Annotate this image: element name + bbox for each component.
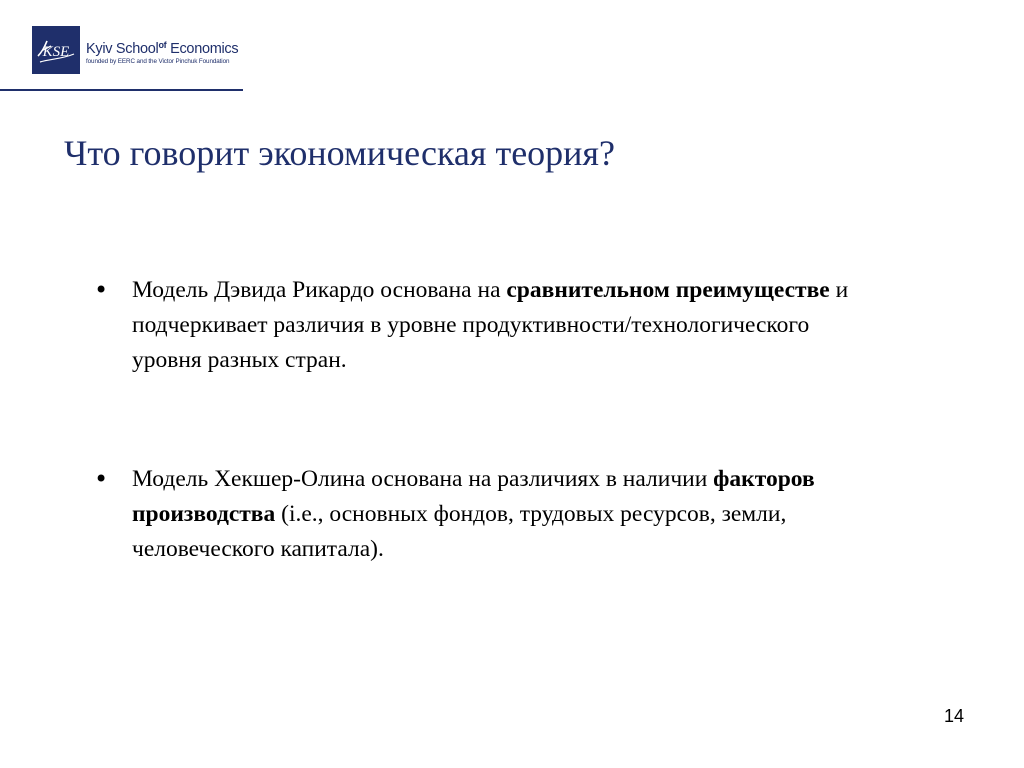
logo-subline: founded by EERC and the Victor Pinchuk Foundation <box>86 58 230 65</box>
bullet-text <box>132 273 852 378</box>
logo-name-part2: Economics <box>166 41 239 57</box>
slide-title: Что говорит экономическая теория? <box>64 133 615 173</box>
logo-wordmark <box>86 37 238 66</box>
page-number: 14 <box>943 706 964 726</box>
bullet-dot-icon: • <box>94 276 109 304</box>
logo-name <box>86 37 238 57</box>
header-divider <box>0 89 243 91</box>
bullet-text-start: Модель Хекшер-Олина основана на различиях в наличии <box>132 466 714 492</box>
bullet-text-emphasis: сравнительном преимуществе <box>506 277 830 303</box>
bullet-text-start: Модель Дэвида Рикардо основана на <box>132 277 507 303</box>
bullet-text-emphasis: факторов производства <box>132 466 815 527</box>
bullet-text-end: (i.e., основных фондов, трудовых ресурсов, земли, человеческого капитала). <box>132 501 787 562</box>
bullet-text-end: и подчеркивает различия в уровне продуктивности/технологического уровня разных стран. <box>132 277 849 373</box>
bullet-text <box>132 462 852 567</box>
logo-name-part1: Kyiv School <box>86 41 159 57</box>
bullet-dot-icon: • <box>94 465 109 493</box>
logo-name-of: of <box>158 40 167 50</box>
kse-logo-icon <box>32 26 80 74</box>
logo-icon-letters: KSE <box>42 44 70 60</box>
